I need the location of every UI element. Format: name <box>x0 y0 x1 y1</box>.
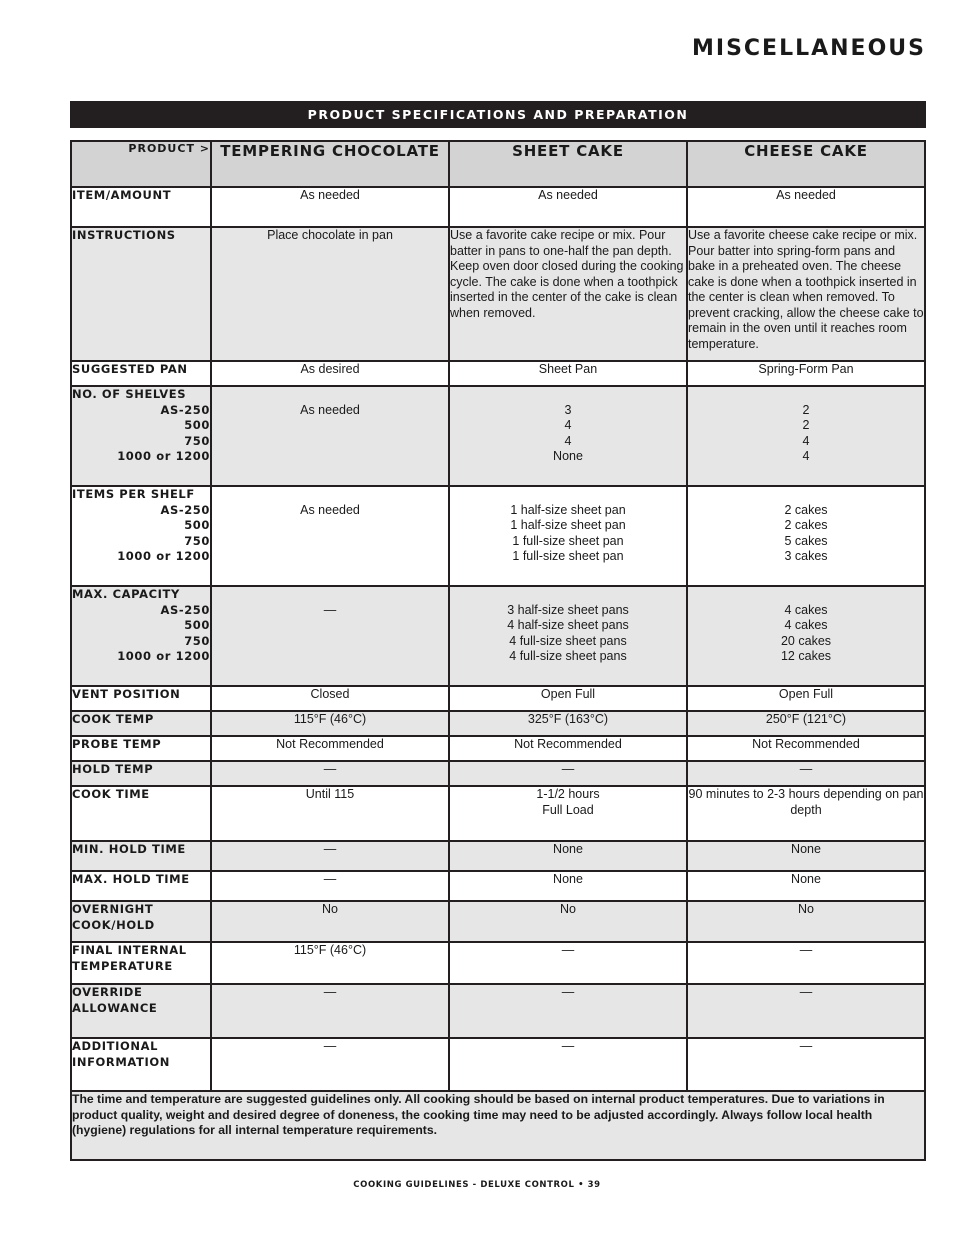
table-row <box>71 841 925 871</box>
cell-line: 4 full-size sheet pans <box>509 633 627 648</box>
row-label: INSTRUCTIONS <box>71 227 211 361</box>
table-cell <box>211 486 449 586</box>
row-label-text: COOK/HOLD <box>72 917 155 932</box>
model-label: 750 <box>184 633 210 648</box>
table-cell: No <box>687 901 925 942</box>
row-label <box>71 984 211 1038</box>
table-cell <box>449 486 687 586</box>
table-cell: As needed <box>687 187 925 227</box>
cell-line: 4 <box>802 433 810 448</box>
cell-line: 2 cakes <box>784 502 828 517</box>
row-label-text: ADDITIONAL <box>72 1039 159 1053</box>
table-cell: — <box>211 841 449 871</box>
table-cell: — <box>687 984 925 1038</box>
cell-line: 1-1/2 hours <box>536 787 600 801</box>
cell-line: 4 <box>564 433 572 448</box>
table-cell: Spring-Form Pan <box>687 361 925 386</box>
table-cell: None <box>449 841 687 871</box>
table-cell: As needed <box>449 187 687 227</box>
table-cell <box>687 386 925 486</box>
table-cell: — <box>687 942 925 984</box>
table-cell <box>449 586 687 686</box>
guidelines-note: The time and temperature are suggested guidelines only. All cooking should be based on internal product temperatures. Due to variations in product quality, weight and desired degree of doneness, the cooking time may need to be adjusted accordingly. Always follow local health (hygiene) regulations for all internal temperature requirements. <box>71 1091 925 1160</box>
model-label: 1000 or 1200 <box>117 649 210 663</box>
column-header-sheet-cake: SHEET CAKE <box>449 141 687 187</box>
cell-line: 1 half-size sheet pan <box>510 502 626 517</box>
row-label-text: ITEMS PER SHELF <box>72 487 195 501</box>
table-cell <box>449 386 687 486</box>
cell-line: None <box>553 449 583 463</box>
row-label-text: NO. OF SHELVES <box>72 387 187 401</box>
table-header-row <box>71 141 925 187</box>
row-label: ITEM/AMOUNT <box>71 187 211 227</box>
column-header-cheese-cake: CHEESE CAKE <box>687 141 925 187</box>
cell-line: 2 cakes <box>784 518 828 532</box>
table-cell: 325°F (163°C) <box>449 711 687 736</box>
table-cell: No <box>449 901 687 942</box>
cell-line: As needed <box>300 402 360 417</box>
table-row <box>71 187 925 227</box>
row-label-text: OVERNIGHT <box>72 902 154 916</box>
table-cell: Place chocolate in pan <box>211 227 449 361</box>
model-label: 1000 or 1200 <box>117 549 210 563</box>
table-row <box>71 486 925 586</box>
row-label: VENT POSITION <box>71 686 211 711</box>
table-cell: As needed <box>211 187 449 227</box>
table-cell: — <box>687 1038 925 1091</box>
table-cell: — <box>687 761 925 786</box>
row-label <box>71 901 211 942</box>
cell-line: 4 <box>564 418 572 432</box>
cell-line: 1 half-size sheet pan <box>510 518 626 532</box>
row-label-text: INFORMATION <box>72 1054 170 1069</box>
model-label: 1000 or 1200 <box>117 449 210 463</box>
row-label-text: ALLOWANCE <box>72 1000 158 1015</box>
table-cell: Open Full <box>449 686 687 711</box>
table-cell: 115°F (46°C) <box>211 942 449 984</box>
cell-line: — <box>323 602 337 617</box>
cell-line: 12 cakes <box>780 649 832 663</box>
row-label: HOLD TEMP <box>71 761 211 786</box>
cell-line: 3 <box>564 402 572 417</box>
model-label: 750 <box>184 433 210 448</box>
table-cell: Not Recommended <box>449 736 687 761</box>
model-label: 500 <box>184 418 210 432</box>
page-title: MISCELLANEOUS <box>691 36 926 61</box>
row-label-text: TEMPERATURE <box>72 958 173 973</box>
row-label-text: MAX. CAPACITY <box>72 587 180 601</box>
model-label: AS-250 <box>160 402 210 417</box>
model-label: 500 <box>184 518 210 532</box>
table-cell: Not Recommended <box>211 736 449 761</box>
cell-line: 2 <box>802 418 810 432</box>
row-label <box>71 1038 211 1091</box>
page-footer: COOKING GUIDELINES - DELUXE CONTROL • 39 <box>353 1180 601 1190</box>
table-cell: No <box>211 901 449 942</box>
cell-line: 3 cakes <box>784 549 828 563</box>
cell-line: Full Load <box>542 802 594 817</box>
table-row <box>71 686 925 711</box>
table-row <box>71 586 925 686</box>
model-label: 750 <box>184 533 210 548</box>
cell-line: 1 full-size sheet pan <box>512 549 624 563</box>
cell-line: 4 <box>802 449 810 463</box>
row-label: MAX. HOLD TIME <box>71 871 211 901</box>
table-row <box>71 761 925 786</box>
table-cell <box>211 586 449 686</box>
product-column-label: PRODUCT > <box>71 141 211 187</box>
cell-line: 2 <box>802 402 810 417</box>
table-cell: Until 115 <box>211 786 449 841</box>
cell-line: 4 full-size sheet pans <box>509 649 627 663</box>
cell-line: 4 cakes <box>784 618 828 632</box>
table-row <box>71 736 925 761</box>
table-cell: — <box>211 984 449 1038</box>
table-cell: Use a favorite cake recipe or mix. Pour batter in pans to one-half the pan depth. Keep oven door closed during the cooking cycle. The cake is done when a toothpick inserted in the center of the cake is clean when removed. <box>449 227 687 361</box>
row-label: PROBE TEMP <box>71 736 211 761</box>
table-cell: 250°F (121°C) <box>687 711 925 736</box>
table-row <box>71 361 925 386</box>
table-cell <box>687 486 925 586</box>
row-label <box>71 386 211 486</box>
table-cell <box>449 786 687 841</box>
section-banner: PRODUCT SPECIFICATIONS AND PREPARATION <box>70 101 926 128</box>
model-label: AS-250 <box>160 602 210 617</box>
table-cell: Closed <box>211 686 449 711</box>
table-cell: None <box>687 871 925 901</box>
cell-line: 5 cakes <box>784 533 828 548</box>
model-label: AS-250 <box>160 502 210 517</box>
table-cell: — <box>449 942 687 984</box>
table-row <box>71 942 925 984</box>
row-label: COOK TEMP <box>71 711 211 736</box>
table-row <box>71 227 925 361</box>
table-cell: — <box>211 1038 449 1091</box>
row-label: MIN. HOLD TIME <box>71 841 211 871</box>
table-cell: — <box>211 761 449 786</box>
row-label <box>71 586 211 686</box>
row-label: SUGGESTED PAN <box>71 361 211 386</box>
table-cell: — <box>449 761 687 786</box>
table-cell: None <box>687 841 925 871</box>
row-label-text: FINAL INTERNAL <box>72 943 187 957</box>
table-cell: — <box>449 1038 687 1091</box>
table-cell <box>687 586 925 686</box>
table-row <box>71 984 925 1038</box>
row-label: COOK TIME <box>71 786 211 841</box>
table-cell: — <box>211 871 449 901</box>
table-row <box>71 871 925 901</box>
cell-line: 1 full-size sheet pan <box>512 533 624 548</box>
cell-line: 4 half-size sheet pans <box>507 618 629 632</box>
row-label <box>71 486 211 586</box>
table-cell: 115°F (46°C) <box>211 711 449 736</box>
cell-line: 20 cakes <box>780 633 832 648</box>
table-cell: Sheet Pan <box>449 361 687 386</box>
table-cell: Use a favorite cheese cake recipe or mix. Pour batter into spring-form pans and bake in a preheated oven. The cheese cake is done when a toothpick inserted in the center is clean when removed. To prevent cracking, allow the cheese cake to remain in the oven until it reaches room temperature. <box>687 227 925 361</box>
table-cell: As desired <box>211 361 449 386</box>
table-cell: — <box>449 984 687 1038</box>
table-row <box>71 901 925 942</box>
row-label <box>71 942 211 984</box>
table-row <box>71 386 925 486</box>
table-cell: Open Full <box>687 686 925 711</box>
table-row <box>71 711 925 736</box>
product-spec-table <box>70 140 926 1161</box>
cell-line: As needed <box>300 502 360 517</box>
column-header-tempering-chocolate: TEMPERING CHOCOLATE <box>211 141 449 187</box>
table-row <box>71 1091 925 1160</box>
cell-line: 4 cakes <box>784 602 828 617</box>
model-label: 500 <box>184 618 210 632</box>
table-cell: Not Recommended <box>687 736 925 761</box>
row-label-text: OVERRIDE <box>72 985 143 999</box>
cell-line: 3 half-size sheet pans <box>507 602 629 617</box>
table-row <box>71 786 925 841</box>
table-cell: None <box>449 871 687 901</box>
table-cell <box>211 386 449 486</box>
table-cell: 90 minutes to 2-3 hours depending on pan depth <box>687 786 925 841</box>
table-row <box>71 1038 925 1091</box>
